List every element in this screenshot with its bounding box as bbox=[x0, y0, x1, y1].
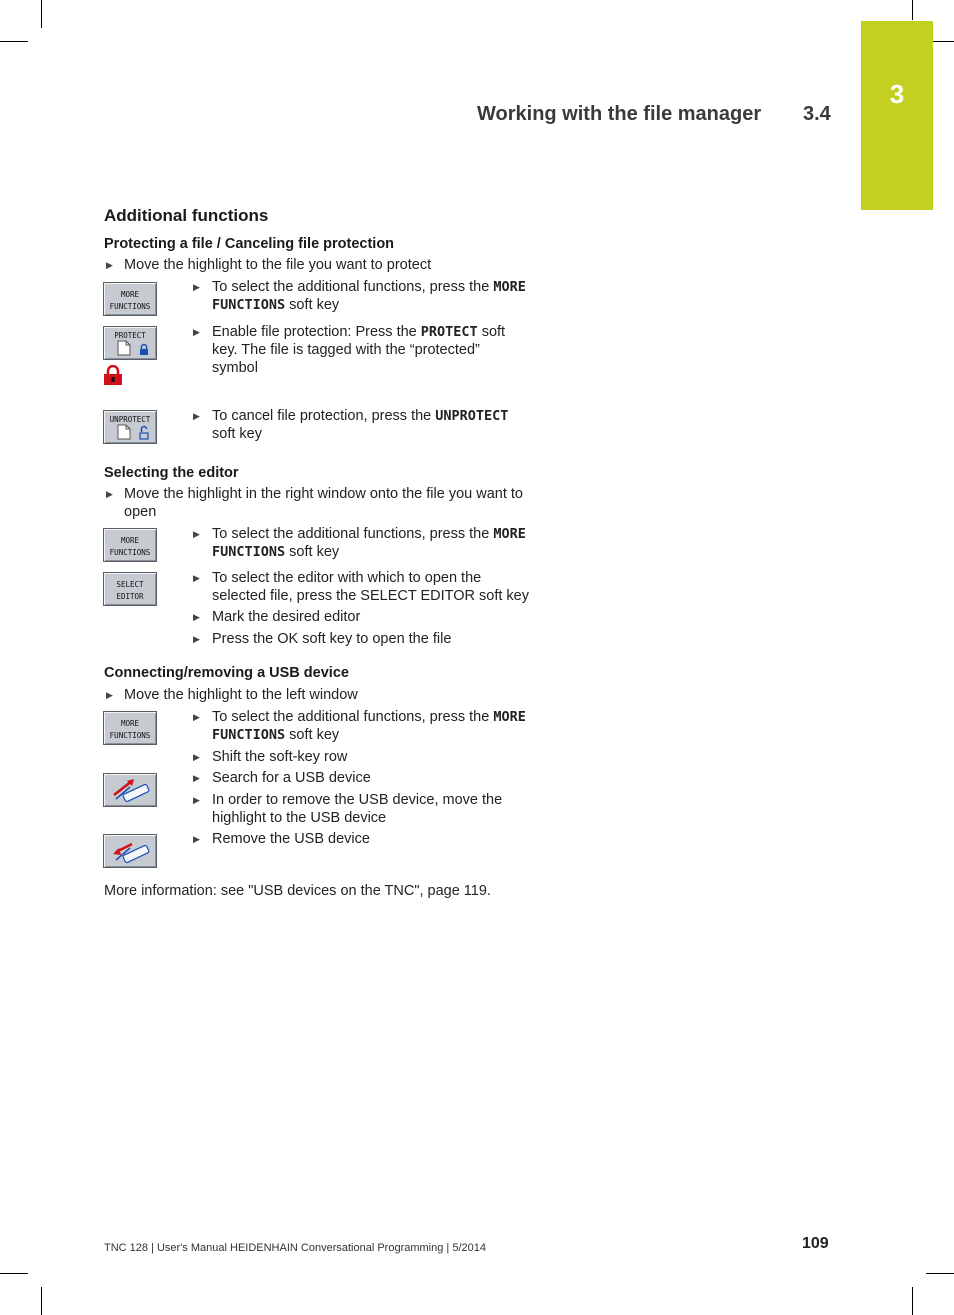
section-heading: Additional functions bbox=[104, 206, 269, 225]
usb-remove-icon bbox=[110, 838, 152, 865]
step-text: open bbox=[124, 504, 157, 520]
step-text: FUNCTIONS soft key bbox=[212, 297, 340, 313]
more-functions-softkey[interactable]: MORE FUNCTIONS bbox=[103, 282, 157, 316]
step-text: Mark the desired editor bbox=[212, 609, 361, 625]
bullet-arrow-icon: ▶ bbox=[193, 773, 200, 783]
step-text: To select the additional functions, press the MORE bbox=[212, 526, 526, 542]
crop-mark bbox=[0, 41, 28, 42]
step-text: Search for a USB device bbox=[212, 770, 371, 786]
step-text: FUNCTIONS soft key bbox=[212, 544, 340, 560]
bullet-arrow-icon: ▶ bbox=[193, 752, 200, 762]
unlock-icon bbox=[139, 425, 151, 440]
running-header-section: 3.4 bbox=[803, 103, 831, 125]
bullet-arrow-icon: ▶ bbox=[106, 489, 113, 499]
bullet-arrow-icon: ▶ bbox=[193, 327, 200, 337]
crop-mark bbox=[912, 0, 913, 20]
step-text: To cancel file protection, press the UNPROTECT bbox=[212, 408, 509, 424]
step-text: highlight to the USB device bbox=[212, 810, 387, 826]
bullet-arrow-icon: ▶ bbox=[193, 634, 200, 644]
step-text: key. The file is tagged with the “protected” bbox=[212, 342, 480, 358]
more-functions-softkey[interactable]: MORE FUNCTIONS bbox=[103, 528, 157, 562]
crop-mark bbox=[41, 0, 42, 28]
bullet-arrow-icon: ▶ bbox=[193, 712, 200, 722]
bullet-arrow-icon: ▶ bbox=[193, 612, 200, 622]
step-text: Press the OK soft key to open the file bbox=[212, 631, 452, 647]
step-text: symbol bbox=[212, 360, 258, 376]
lock-icon bbox=[139, 343, 149, 356]
page-number: 109 bbox=[802, 1235, 829, 1252]
crop-mark bbox=[926, 1273, 954, 1274]
usb-connect-icon bbox=[110, 777, 152, 804]
subheading-protect: Protecting a file / Canceling file protection bbox=[104, 236, 395, 252]
step-text: In order to remove the USB device, move the bbox=[212, 792, 503, 808]
bullet-arrow-icon: ▶ bbox=[106, 690, 113, 700]
bullet-arrow-icon: ▶ bbox=[193, 282, 200, 292]
crop-mark bbox=[912, 1287, 913, 1315]
select-editor-softkey[interactable]: SELECT EDITOR bbox=[103, 572, 157, 606]
step-text: FUNCTIONS soft key bbox=[212, 727, 340, 743]
bullet-arrow-icon: ▶ bbox=[193, 834, 200, 844]
step-text: Move the highlight in the right window onto the file you want to bbox=[124, 486, 523, 502]
bullet-arrow-icon: ▶ bbox=[193, 411, 200, 421]
crop-mark bbox=[0, 1273, 28, 1274]
bullet-arrow-icon: ▶ bbox=[193, 573, 200, 583]
step-text: Enable file protection: Press the PROTECT soft bbox=[212, 324, 506, 340]
chapter-tab bbox=[861, 21, 933, 210]
crop-mark bbox=[41, 1287, 42, 1315]
step-text: To select the additional functions, press the MORE bbox=[212, 709, 526, 725]
subheading-editor: Selecting the editor bbox=[104, 465, 239, 481]
step-text: Shift the soft-key row bbox=[212, 749, 348, 765]
step-text: selected file, press the SELECT EDITOR soft key bbox=[212, 588, 529, 604]
chapter-number: 3 bbox=[889, 79, 905, 109]
bullet-arrow-icon: ▶ bbox=[193, 795, 200, 805]
usb-search-softkey[interactable] bbox=[103, 773, 157, 807]
unprotect-softkey[interactable]: UNPROTECT bbox=[103, 410, 157, 444]
protect-softkey[interactable]: PROTECT bbox=[103, 326, 157, 360]
page-footer: TNC 128 | User's Manual HEIDENHAIN Conversational Programming | 5/2014 bbox=[104, 1242, 486, 1254]
file-icon bbox=[117, 424, 131, 440]
running-header-title: Working with the file manager bbox=[477, 103, 762, 125]
step-text: Remove the USB device bbox=[212, 831, 370, 847]
file-icon bbox=[117, 340, 131, 356]
usb-remove-softkey[interactable] bbox=[103, 834, 157, 868]
subheading-usb: Connecting/removing a USB device bbox=[104, 665, 349, 681]
step-text: soft key bbox=[212, 426, 262, 442]
step-text: To select the editor with which to open the bbox=[212, 570, 482, 586]
step-text: Move the highlight to the left window bbox=[124, 687, 358, 703]
bullet-arrow-icon: ▶ bbox=[106, 260, 113, 270]
more-functions-softkey[interactable]: MORE FUNCTIONS bbox=[103, 711, 157, 745]
step-text: Move the highlight to the file you want to protect bbox=[124, 257, 432, 273]
more-info-link[interactable]: More information: see "USB devices on the TNC", page 119. bbox=[104, 883, 491, 899]
bullet-arrow-icon: ▶ bbox=[193, 529, 200, 539]
step-text: To select the additional functions, press the MORE bbox=[212, 279, 526, 295]
protected-lock-icon bbox=[103, 365, 123, 385]
